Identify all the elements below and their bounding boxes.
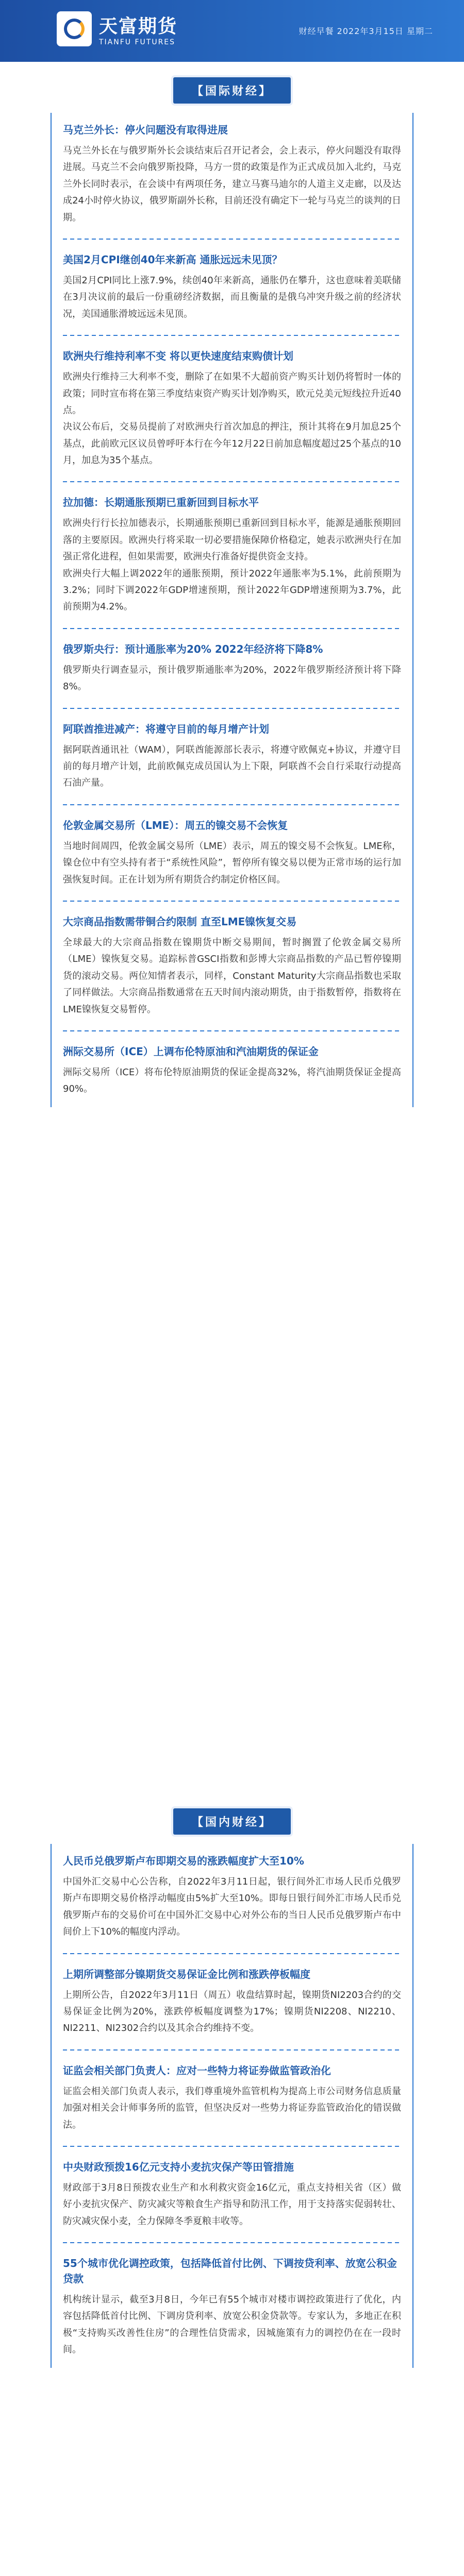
news-divider: [63, 804, 401, 805]
news-headline[interactable]: 55个城市优化调控政策，包括降低首付比例、下调按贷利率、放宽公积金贷款: [63, 2257, 397, 2285]
news-divider: [63, 2146, 401, 2147]
logo: [57, 11, 177, 46]
domestic-news-list: [51, 1844, 413, 2368]
news-body: 据阿联酋通讯社（WAM），阿联酋能源部长表示，将遵守欧佩克+协议，并遵守目前的每月增产计划，此前欧佩克成员国认为上下限，阿联酋不会自行采取行动提高石油产量。: [63, 744, 401, 789]
news-divider: [63, 628, 401, 629]
news-item: [52, 339, 412, 478]
news-divider: [63, 2242, 401, 2243]
news-item: [52, 485, 412, 624]
news-headline[interactable]: 人民币兑俄罗斯卢布即期交易的涨跌幅度扩大至10%: [63, 1855, 304, 1867]
domestic-section-title: 【国内财经】: [173, 1808, 291, 1835]
news-headline[interactable]: 证监会相关部门负责人：应对一些特力将证券做监管政治化: [63, 2064, 331, 2077]
news-body: 欧洲央行行长拉加德表示，长期通胀预期已重新回到目标水平，能源是通胀预期回落的主要原因。欧洲央行将采取一切必要措施保障价格稳定，她表示欧洲央行在加强正常化进程，但如果需要，欧洲央行准备好提供资金支持。 欧洲央行大幅上调2022年的通胀预期，预计2022年通胀率为5.1%，此前预期为3.2%；同时下调2022年GDP增速预期，预计2022年GDP增速预期为3.7%，此前预期为4.2%。: [63, 518, 401, 613]
news-item: [52, 243, 412, 332]
news-headline[interactable]: 上期所调整部分镍期货交易保证金比例和涨跌停板幅度: [63, 1968, 310, 1980]
news-headline[interactable]: 大宗商品指数需带铜合约限制 直至LME镍恢复交易: [63, 915, 297, 928]
news-body: 财政部于3月8日预拨农业生产和水利救灾资金16亿元，重点支持相关省（区）做好小麦抗灾保产、防灾减灾等粮食生产指导和防汛工作，用于支持落实促弱转壮、防灾减灾保小麦，全力保障冬季夏粮丰收等。: [63, 2182, 401, 2227]
issue-subtitle: 财经早餐 2022年3月15日 星期二: [299, 26, 433, 36]
intl-news-list: [51, 113, 413, 1107]
news-item: [52, 1035, 412, 1107]
news-item: [52, 1844, 412, 1950]
intl-section: [51, 77, 413, 1107]
header-banner: [0, 0, 464, 62]
news-divider: [63, 239, 401, 240]
news-headline[interactable]: 伦敦金属交易所（LME）：周五的镍交易不会恢复: [63, 819, 288, 832]
intl-section-title: 【国际财经】: [173, 77, 291, 104]
news-item: [52, 712, 412, 801]
news-headline[interactable]: 美国2月CPI继创40年来新高 通胀远远未见顶？: [63, 253, 283, 266]
news-divider: [63, 1030, 401, 1031]
news-headline[interactable]: 俄罗斯央行：预计通胀率为20% 2022年经济将下降8%: [63, 642, 323, 655]
news-body: 马克兰外长在与俄罗斯外长会谈结束后召开记者会，会上表示，停火问题没有取得进展。马克兰不会向俄罗斯投降，马方一贯的政策是作为正式成员加入北约，马克兰外长同时表示，在会谈中有两项任务，建立马赛马迪尔的人道主义走廊，以及达成24小时停火协议，俄罗斯副外长称，目前还没有确定下一轮与马克兰的谈判的日期。: [63, 145, 401, 223]
news-body: 上期所公告，自2022年3月11日（周五）收盘结算时起，镍期货NI2203合约的交易保证金比例为20%，涨跌停板幅度调整为17%；镍期货NI2208、NI2210、NI2211、NI2302合约以及其余合约维持不变。: [63, 1989, 401, 2034]
news-divider: [63, 708, 401, 709]
news-item: [52, 113, 412, 235]
news-divider: [63, 1953, 401, 1954]
news-divider: [63, 481, 401, 482]
news-body: 俄罗斯央行调查显示，预计俄罗斯通胀率为20%，2022年俄罗斯经济预计将下降8%。: [63, 664, 401, 692]
news-item: [52, 2150, 412, 2239]
news-body: 中国外汇交易中心公告称，自2022年3月11日起，银行间外汇市场人民币兑俄罗斯卢布即期交易价格浮动幅度由5%扩大至10%。即每日银行间外汇市场人民币兑俄罗斯卢布的交易价可在中国外汇交易中心对外公布的当日人民币兑俄罗斯卢布中间价上下10%的幅度内浮动。: [63, 1876, 401, 1938]
news-body: 洲际交易所（ICE）将布伦特原油期货的保证金提高32%，将汽油期货保证金提高90%。: [63, 1066, 401, 1095]
news-headline[interactable]: 欧洲央行维持利率不变 将以更快速度结束购债计划: [63, 350, 293, 363]
logo-mark-icon: [57, 11, 92, 46]
news-item: [52, 905, 412, 1027]
news-body: 美国2月CPI同比上涨7.9%，续创40年来新高，通胀仍在攀升，这也意味着美联储在3月决议前的最后一份重磅经济数据，而且衡量的是俄乌冲突升级之前的经济状况，美国通胀滑坡远远未见顶。: [63, 275, 401, 319]
domestic-section: [51, 1808, 413, 2368]
news-item: [52, 808, 412, 897]
news-divider: [63, 335, 401, 336]
news-headline[interactable]: 阿联酋推进减产：将遵守目前的每月增产计划: [63, 722, 269, 735]
news-body: 证监会相关部门负责人表示，我们尊重境外监管机构为提高上市公司财务信息质量加强对相关会计师事务所的监管，但坚决反对一些势力将证券监管政治化的错误做法。: [63, 2086, 401, 2130]
news-headline[interactable]: 马克兰外长：停火问题没有取得进展: [63, 124, 228, 136]
news-item: [52, 1957, 412, 2046]
news-divider: [63, 2049, 401, 2050]
news-headline[interactable]: 中央财政预拨16亿元支持小麦抗灾保产等田管措施: [63, 2160, 294, 2173]
news-body: 当地时间周四，伦敦金属交易所（LME）表示，周五的镍交易不会恢复。LME称，镍仓位中有空头持有者于“系统性风险”，暂停所有镍交易以便为正常市场的运行加强恢复时间。正在计划为所有期货合约制定价格区间。: [63, 840, 401, 885]
news-item: [52, 632, 412, 705]
news-item: [52, 2246, 412, 2368]
news-body: 全球最大的大宗商品指数在镍期货中断交易期间，暂时搁置了伦敦金属交易所（LME）镍恢复交易。追踪标普GSCI指数和彭博大宗商品指数的产品已暂停镍期货的滚动交易。两位知情者表示，同样，Constant Maturity大宗商品指数也采取了同样做法。大宗商品指数通常在五天时间内滚动期货，由于指数暂停，指数将在LME镍恢复交易暂停。: [63, 937, 401, 1015]
news-headline[interactable]: 拉加德：长期通胀预期已重新回到目标水平: [63, 496, 259, 509]
logo-name-cn: 天富期货: [99, 15, 178, 37]
news-divider: [63, 901, 401, 902]
news-headline[interactable]: 洲际交易所（ICE）上调布伦特原油和汽油期货的保证金: [63, 1045, 319, 1058]
news-body: 机构统计显示，截至3月8日，今年已有55个城市对楼市调控政策进行了优化，内容包括降低首付比例、下调房贷利率、放宽公积金贷款等。专家认为，多地正在积极“支持购买改善性住房”的合理性信贷需求，因城施策有力的调控仍在在一段时间。: [63, 2294, 401, 2355]
news-body: 欧洲央行维持三大利率不变，删除了在如果不大超前资产购买计划仍将暂时一体的政策；同时宣布将在第三季度结束资产购买计划净购买，欧元兑美元短线拉升近40点。 决议公布后，交易员提前了对欧洲央行首次加息的押注，预计其将在9月加息25个基点，此前欧元区议员曾呼吁本行在今年12月22日前加息幅度超过25个基点的10月，加息为35个基点。: [63, 371, 401, 466]
logo-name-en: TIANFU FUTURES: [99, 38, 176, 46]
news-item: [52, 2054, 412, 2143]
